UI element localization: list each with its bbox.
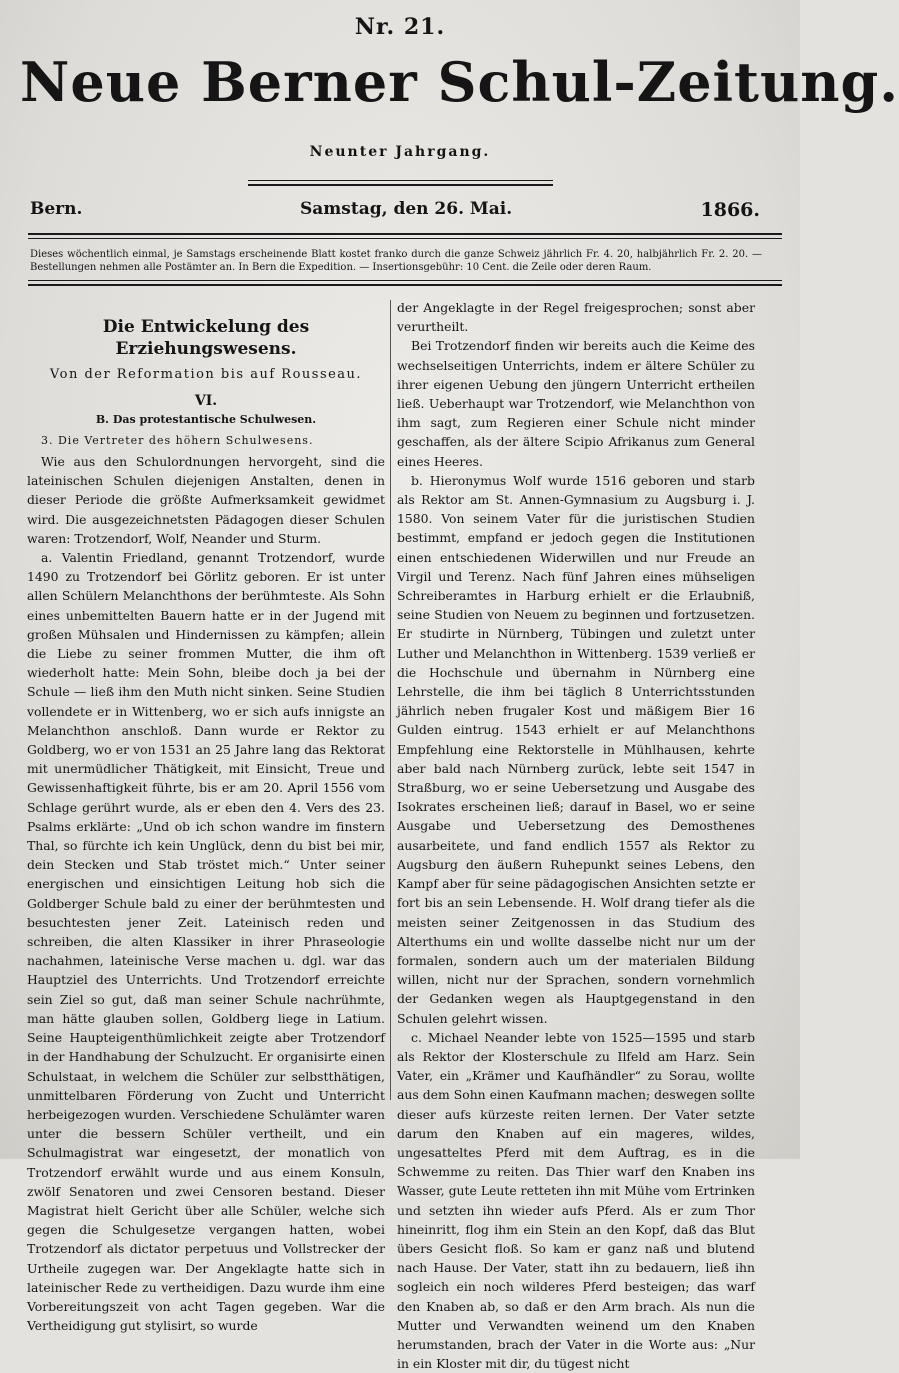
rule-top-thick: [248, 184, 553, 186]
column-divider: [390, 300, 391, 1100]
right-paragraph: Bei Trotzendorf finden wir bereits auch die Keime des wechselseitigen Unterrichts, indem er ältere Schüler zu ihrer eigenen Uebung den jüngern Unterricht ertheilen ließ. Ueberhaupt war Trotzendorf, wie Melanchthon von ihm sagt, zum Regieren einer Schule nicht minder geschaffen, als der ältere Scipio Afrikanus zum General eines Heeres.: [397, 338, 755, 469]
article-part: VI.: [194, 393, 218, 409]
article-heading: 3. Die Vertreter des höhern Schulwesens.: [41, 434, 314, 447]
rule-below-notice-2: [28, 284, 782, 286]
newspaper-title: Neue Berner Schul-Zeitung.: [20, 50, 899, 114]
date-label: Samstag, den 26. Mai.: [300, 199, 513, 219]
left-column: [27, 300, 385, 1335]
rule-below-notice-1: [28, 280, 782, 281]
article-section: B. Das protestantische Schulwesen.: [95, 413, 317, 426]
rule-above-notice-1: [28, 233, 782, 235]
right-paragraph: b. Hieronymus Wolf wurde 1516 geboren und starb als Rektor am St. Annen-Gymnasium zu Augsburg i. J. 1580. Von seinem Vater für die juristischen Studien bestimmt, empfand er jedoch gegen die Institutionen einen entschiedenen Widerwillen und nur Freude an Virgil und Terenz. Nach fünf Jahren eines mühseligen Schreiberamtes in Harburg erhielt er die Erlaubniß, seine Studien von Neuem zu beginnen und fortzusetzen. Er studirte in Nürnberg, Tübingen und zuletzt unter Luther und Melanchthon in Wittenberg. 1539 verließ er die Hochschule und übernahm in Nürnberg eine Lehrstelle, die ihm bei täglich 8 Unterrichtsstunden jährlich neben frugaler Kost und mäßigem Bier 16 Gulden eintrug. 1543 erhielt er auf Melanchthons Empfehlung eine Rektorstelle in Mühlhausen, kehrte aber bald nach Nürnberg zurück, lebte seit 1547 in Straßburg, wo er seine Uebersetzung und Ausgabe des Isokrates erscheinen ließ; darauf in Basel, wo er seine Ausgabe und Uebersetzung des Demosthenes ausarbeitete, und fand endlich 1557 als Rektor zu Augsburg den äußern Ruhepunkt seines Lebens, den Kampf aber für seine pädagogischen Ansichten setzte er fort bis an sein Lebensende. H. Wolf drang tiefer als die meisten seiner Zeitgenossen in das Studium des Alterthums ein und wollte dasselbe nicht nur um der formalen, sondern auch um der materialen Bildung willen, nicht nur der Sprachen, sondern vornehmlich der Gedanken wegen als Hauptgegenstand in den Schulen gelehrt wissen.: [397, 472, 755, 1026]
issue-number: Nr. 21.: [354, 14, 446, 40]
subscription-notice: Dieses wöchentlich einmal, je Samstags erscheinende Blatt kostet franko durch die ganze Schweiz jährlich Fr. 4. 20, halbjährlich Fr. 2. 20. — Bestellungen nehmen alle Postämter an. In Bern die Expedition. — Insertionsgebühr: 10 Cent. die Zeile oder deren Raum.: [30, 249, 762, 273]
article-title: Die Entwickelung des Erziehungswesens.: [102, 317, 310, 359]
right-column: [397, 298, 755, 1373]
article-subtitle: Von der Reformation bis auf Rousseau.: [49, 367, 363, 382]
left-paragraph: a. Valentin Friedland, genannt Trotzendorf, wurde 1490 zu Trotzendorf bei Görlitz geboren. Er ist unter allen Schülern Melanchthons der berühmteste. Als Sohn eines unbemittelten Bauern hatte er in der Jugend mit großen Mühsalen und Hindernissen zu kämpfen; allein die Liebe zu seiner frommen Mutter, die ihm oft wiederholt hatte: Mein Sohn, bleibe doch ja bei der Schule — ließ ihm den Muth nicht sinken. Seine Studien vollendete er in Wittenberg, wo er sich aufs innigste an Melanchthon anschloß. Dann wurde er Rektor zu Goldberg, wo er von 1531 an 25 Jahre lang das Rektorat mit unermüdlicher Thätigkeit, mit Einsicht, Treue und Gewissenhaftigkeit führte, bis er am 20. April 1556 vom Schlage gerührt wurde, als er eben den 4. Vers des 23. Psalms erklärte: „Und ob ich schon wandre im finstern Thal, so fürchte ich kein Unglück, denn du bist bei mir, dein Stecken und Stab tröstet mich.“ Unter seiner energischen und einsichtigen Leitung hob sich die Goldberger Schule bald zu einer der berühmtesten und besuchtesten jener Zeit. Lateinisch reden und schreiben, die alten Klassiker in ihrer Phraseologie nachahmen, lateinische Verse machen u. dgl. war das Hauptziel des Unterrichts. Und Trotzendorf erreichte sein Ziel so gut, daß man seiner Schule nachrühmte, man hätte glauben sollen, Goldberg liege in Latium. Seine Haupteigenthümlichkeit zeigte aber Trotzendorf in der Handhabung der Schulzucht. Er organisirte einen Schulstaat, in welchem die Schüler zur selbstthätigen, unmittelbaren Förderung von Zucht und Unterricht herbeigezogen wurden. Verschiedene Schulämter waren unter die bessern Schüler vertheilt, und ein Schulmagistrat war eingesetzt, der monatlich von Trotzendorf erwählt wurde und aus einem Konsuln, zwölf Senatoren und zwei Censoren bestand. Dieser Magistrat hielt Gericht über alle Schüler, welche sich gegen die Schulgesetze vergangen hatten, wobei Trotzendorf als dictator perpetuus und Vollstrecker der Urtheile zugegen war. Der Angeklagte hatte sich in lateinischer Rede zu vertheidigen. Dazu wurde ihm eine Vorbereitungszeit von acht Tagen gegeben. War die Vertheidigung gut stylisirt, so wurde: [27, 550, 385, 1334]
city-label: Bern.: [30, 199, 83, 219]
right-paragraph: c. Michael Neander lebte von 1525—1595 und starb als Rektor der Klosterschule zu Ilfeld am Harz. Sein Vater, ein „Krämer und Kaufhändler“ zu Sorau, wollte aus dem Sohn einen Kaufmann machen; deswegen sollte dieser aufs kürzeste reiten lernen. Der Vater setzte darum den Knaben auf ein mageres, wildes, ungesatteltes Pferd mit dem Auftrag, es in die Schwemme zu reiten. Das Thier warf den Knaben ins Wasser, gute Leute retteten ihn mit Mühe vom Ertrinken und setzten ihn wieder aufs Pferd. Als er zum Thor hineinritt, flog ihm ein Stein an den Kopf, daß das Blut übers Gesicht floß. So kam er ganz naß und blutend nach Hause. Der Vater, statt ihn zu bedauern, ließ ihn sogleich ein noch wilderes Pferd besteigen; das warf den Knaben ab, so daß er den Arm brach. Als nun die Mutter und Verwandten weinend um den Knaben herumstanden, brach der Vater in die Worte aus: „Nur in ein Kloster mit dir, du tügest nicht: [397, 1029, 755, 1372]
left-paragraph: Wie aus den Schulordnungen hervorgeht, sind die lateinischen Schulen diejenigen Anstalten, denen in dieser Periode die größte Aufmerksamkeit gewidmet wird. Die ausgezeichnetsten Pädagogen dieser Schulen waren: Trotzendorf, Wolf, Neander und Sturm.: [27, 454, 385, 546]
dateline: [30, 199, 760, 223]
year-label: 1866.: [700, 199, 760, 221]
rule-top-thin: [248, 180, 553, 181]
right-paragraph: der Angeklagte in der Regel freigesprochen; sonst aber verurtheilt.: [397, 300, 755, 335]
volume-line: Neunter Jahrgang.: [309, 144, 491, 160]
rule-above-notice-2: [28, 238, 782, 239]
